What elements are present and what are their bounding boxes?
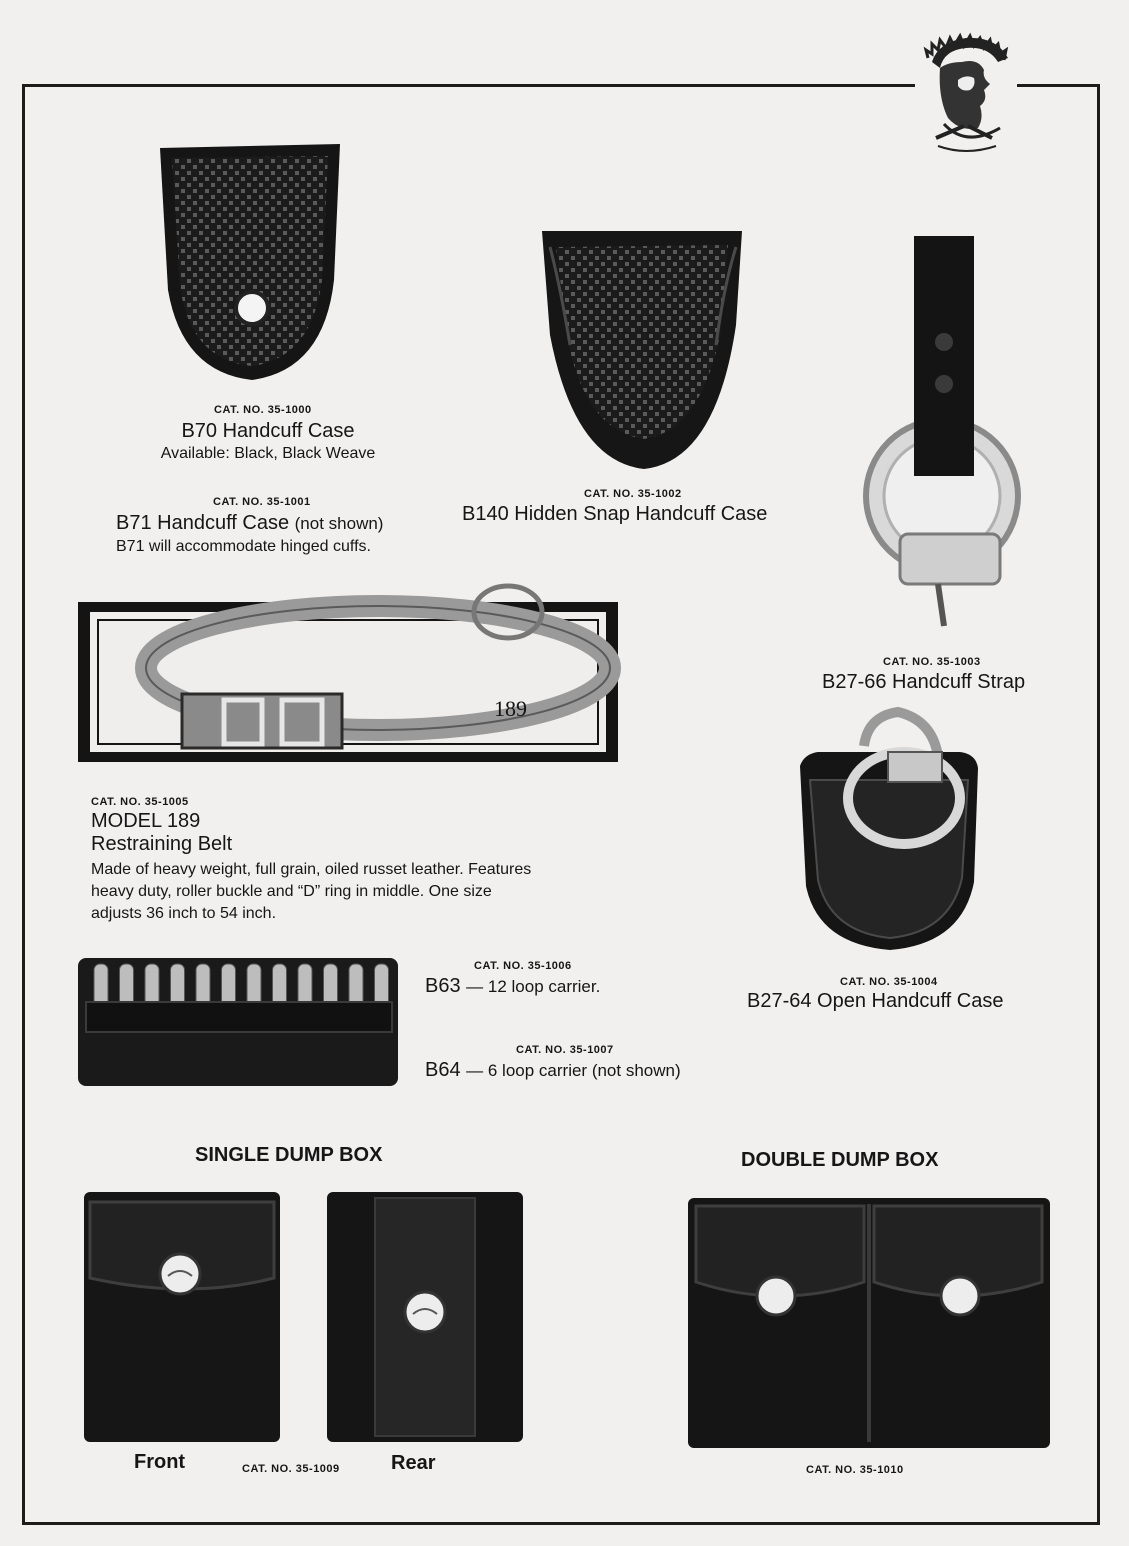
b70-description: Available: Black, Black Weave (160, 445, 376, 462)
model189-subname: Restraining Belt (91, 833, 233, 855)
b140-name: B140 Hidden Snap Handcuff Case (462, 503, 768, 525)
b64-cat-no: CAT. NO. 35-1007 (516, 1044, 614, 1056)
b63-description: — 12 loop carrier. (466, 977, 601, 996)
single-dump-box-front-photo (84, 1192, 280, 1442)
b2764-cat-no: CAT. NO. 35-1004 (840, 976, 938, 988)
model189-description-line: heavy duty, roller buckle and “D” ring in middle. One size (91, 883, 492, 900)
model189-box-label: 189 (494, 696, 527, 721)
b140-handcuff-case-photo (540, 225, 745, 470)
double-dump-box-title: DOUBLE DUMP BOX (741, 1149, 939, 1171)
b71-title (116, 512, 383, 535)
b140-cat-no: CAT. NO. 35-1002 (584, 488, 682, 500)
model189-description (91, 859, 651, 925)
b64-line (425, 1059, 681, 1082)
double-dump-box-photo (688, 1198, 1050, 1448)
b2766-handcuff-strap-photo (860, 234, 1030, 634)
model189-name: MODEL 189 (91, 810, 201, 832)
b71-not-shown-note: (not shown) (294, 514, 384, 533)
b63-cat-no: CAT. NO. 35-1006 (474, 960, 572, 972)
double-dump-box-cat-no: CAT. NO. 35-1010 (806, 1464, 904, 1476)
b2766-name: B27-66 Handcuff Strap (822, 671, 1026, 693)
model189-description-line: adjusts 36 inch to 54 inch. (91, 905, 277, 922)
b2766-cat-no: CAT. NO. 35-1003 (883, 656, 981, 668)
single-dump-box-title: SINGLE DUMP BOX (195, 1144, 383, 1166)
b63-loop-carrier-photo (78, 956, 400, 1088)
b64-name: B64 (425, 1059, 461, 1081)
b70-handcuff-case-photo (156, 140, 344, 385)
front-label: Front (134, 1451, 186, 1473)
single-dump-box-cat-no: CAT. NO. 35-1009 (242, 1463, 340, 1475)
rear-label: Rear (391, 1452, 436, 1474)
b71-name: B71 Handcuff Case (116, 512, 290, 534)
b2764-open-handcuff-case-photo (798, 706, 980, 956)
b63-name: B63 (425, 975, 461, 997)
b70-name: B70 Handcuff Case (181, 420, 355, 442)
b71-description: B71 will accommodate hinged cuffs. (116, 538, 371, 555)
model189-cat-no: CAT. NO. 35-1005 (91, 796, 189, 808)
b63-line (425, 975, 600, 998)
single-dump-box-rear-photo (327, 1192, 523, 1442)
model189-restraining-belt-photo (78, 566, 618, 778)
b2764-name: B27-64 Open Handcuff Case (747, 990, 1004, 1012)
model189-description-line: Made of heavy weight, full grain, oiled russet leather. Features (91, 861, 532, 878)
b64-description: — 6 loop carrier (not shown) (466, 1061, 681, 1080)
b70-cat-no: CAT. NO. 35-1000 (214, 404, 312, 416)
b71-cat-no: CAT. NO. 35-1001 (213, 496, 311, 508)
spartan-helmet-logo (918, 28, 1014, 158)
